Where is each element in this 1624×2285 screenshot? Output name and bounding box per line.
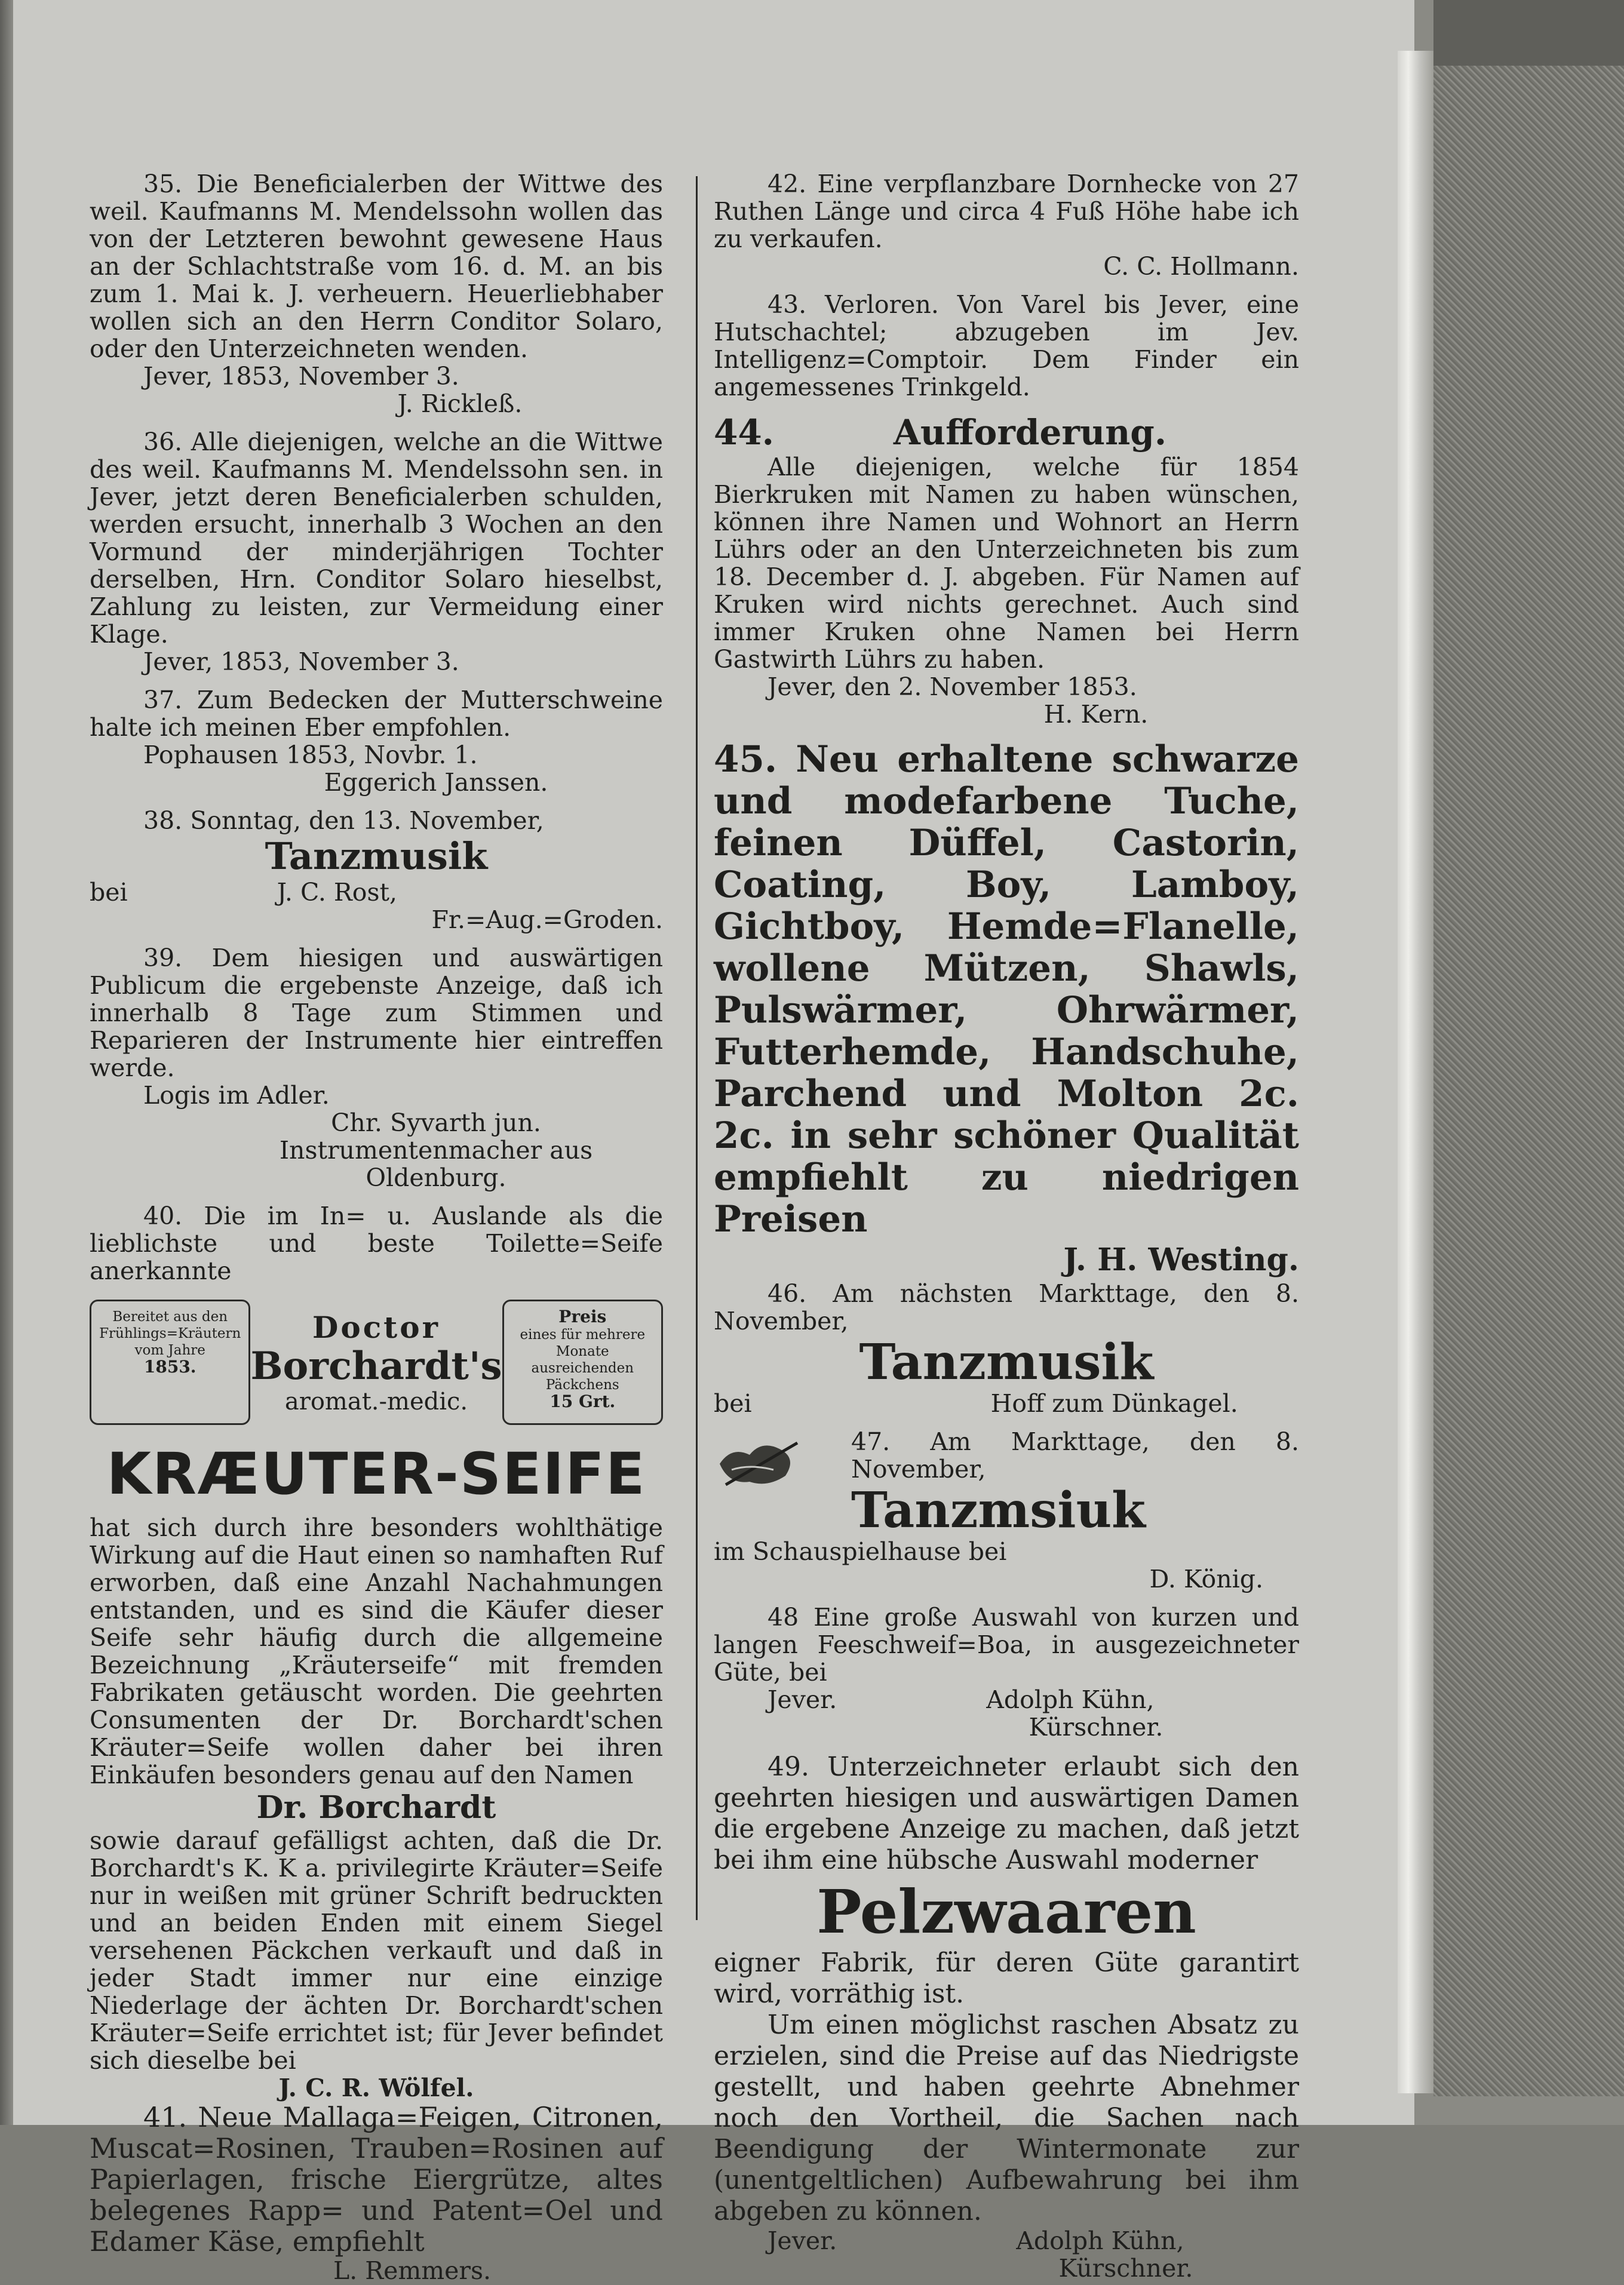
- ad-38-place: Fr.=Aug.=Groden.: [431, 905, 663, 934]
- ad-44-heading: Aufforderung.: [893, 412, 1167, 453]
- ad-49-heading: Pelzwaaren: [816, 1876, 1196, 1947]
- violin-icon: [714, 1428, 803, 1494]
- ad-38-name: J. C. Rost,: [277, 878, 398, 907]
- ad-49-sign-line: [714, 2227, 1299, 2255]
- ad-38-bei-line: [90, 879, 663, 906]
- box-right-price: 15 Grt.: [549, 1392, 616, 1411]
- column-rule: [696, 176, 698, 1920]
- box-left-line-1: Bereitet aus den: [112, 1309, 228, 1325]
- ad-39-logis: Logis im Adler.: [143, 1081, 330, 1110]
- ad-49-text-3: Um einen möglichst raschen Absatz zu erzielen, sind die Preise auf das Niedrigste gestellt, und haben geehrte Abnehmer noch den Vortheil, die Sachen nach Beendigung der Wintermonate zur (unentgeltlichen) Aufbewahrung bei ihm abgeben zu können.: [714, 2010, 1299, 2226]
- ad-40-body-1: hat sich durch ihre besonders wohlthätige Wirkung auf die Haut einen so namhaften Ruf erworben, daß eine Anzahl Nachahmungen entstanden, und es sind die Käufer dieser Seife sehr häufig durch die allgemeine Bezeichnung „Kräuterseife“ mit fremden Fabrikaten getäuscht worden. Die geehrten Consumenten der Dr. Borchardt'schen Kräuter=Seife wollen daher bei ihren Einkäufen besonders genau auf den Namen: [90, 1513, 663, 1789]
- ad-42-signature: C. C. Hollmann.: [1103, 252, 1299, 281]
- ad-40-name-heading: Dr. Borchardt: [256, 1789, 496, 1826]
- ad-46-bei: bei: [714, 1389, 752, 1418]
- ad-36-dateline: Jever, 1853, November 3.: [143, 647, 459, 676]
- ad-44-text: Alle diejenigen, welche für 1854 Bierkruken mit Namen zu haben wünschen, können ihre Namen und Wohnort an Herrn Lührs oder an den Unterzeichneten bis zum 18. December d. J. abgeben. Für Namen auf Kruken wird nichts gerechnet. Auch sind immer Kruken ohne Namen bei Herrn Gastwirth Lührs zu haben.: [714, 453, 1299, 674]
- ad-49-trade: Kürschner.: [1058, 2254, 1193, 2283]
- soap-brand: [250, 1310, 502, 1415]
- ad-39-signature: Chr. Syvarth jun.: [331, 1108, 541, 1137]
- ad-47-name: D. König.: [1149, 1565, 1263, 1593]
- box-left-year: 1853.: [143, 1357, 197, 1377]
- ad-36-text: 36. Alle diejenigen, welche an die Wittwe des weil. Kaufmanns M. Mendelssohn sen. in Jever, jetzt deren Beneficialerben schulden, werden ersucht, innerhalb 3 Wochen an den Vormund der minderjährigen Tochter derselben, Hrn. Conditor Solaro hieselbst, Zahlung zu leisten, zur Vermeidung einer Klage.: [90, 428, 663, 649]
- ad-38-heading: Tanzmusik: [265, 834, 488, 878]
- soap-advert-banner: [90, 1291, 663, 1434]
- ad-40-body-2: sowie darauf gefälligst achten, daß die Dr. Borchardt's K. K a. privilegirte Kräuter=Seife nur in weißen mit grüner Schrift bedruckten und an beiden Enden mit einem Siegel versehenen Päckchen verkauft und daß in jeder Stadt immer nur eine einzige Niederlage der ächten Dr. Borchardt'schen Kräuter=Seife errichtet ist; für Jever befindet sich dieselbe bei: [90, 1826, 663, 2075]
- ad-48-sign-line: [714, 1686, 1299, 1713]
- page-edges: [1398, 51, 1433, 2093]
- ad-48-signature: Adolph Kühn,: [986, 1685, 1155, 1714]
- brand-doctor: Doctor: [312, 1309, 440, 1345]
- ad-49-text-2: eigner Fabrik, für deren Güte garantirt wird, vorräthig ist.: [714, 1948, 1299, 2009]
- ad-43-text: 43. Verloren. Von Varel bis Jever, eine Hutschachtel; abzugeben im Jev. Intelligenz=Comptoir. Dem Finder ein angemessenes Trinkgeld.: [714, 290, 1299, 401]
- right-column: [714, 170, 1299, 2282]
- ad-47-block: [714, 1428, 1299, 1538]
- brand-aromat: aromat.-medic.: [284, 1387, 468, 1415]
- box-right-line-4: Päckchens: [545, 1377, 619, 1393]
- ad-46-name: Hoff zum Dünkagel.: [990, 1389, 1238, 1418]
- ad-45-text: 45. Neu erhaltene schwarze und modefarbene Tuche, feinen Düffel, Castorin, Coating, Boy, Lamboy, Gichtboy, Hemde=Flanelle, wollene Mützen, Shawls, Pulswärmer, Ohrwärmer, Futterhemde, Handschuhe, Parchend und Molton 2c. 2c. in sehr schöner Qualität empfiehlt zu niedrigen Preisen: [714, 738, 1299, 1240]
- box-left-line-2: Frühlings=Kräutern: [99, 1326, 241, 1341]
- soap-box-right: [502, 1300, 663, 1425]
- ad-44-dateline: Jever, den 2. November 1853.: [768, 672, 1137, 701]
- book-cover: [1433, 66, 1624, 2096]
- ad-39-trade: Instrumentenmacher aus Oldenburg.: [279, 1136, 593, 1192]
- ad-48-trade: Kürschner.: [1029, 1713, 1163, 1742]
- ad-42-text: 42. Eine verpflanzbare Dornhecke von 27 Ruthen Länge und circa 4 Fuß Höhe habe ich zu verkaufen.: [714, 170, 1299, 253]
- ad-41-text: 41. Neue Mallaga=Feigen, Citronen, Muscat=Rosinen, Trauben=Rosinen auf Papierlagen, frische Eiergrütze, altes belegenes Rapp= und Patent=Oel und Edamer Käse, empfiehlt: [90, 2101, 663, 2258]
- ad-49-place: Jever.: [768, 2226, 837, 2255]
- ad-46-heading: Tanzmusik: [859, 1334, 1154, 1391]
- ad-48-place: Jever.: [768, 1685, 837, 1714]
- box-left-line-3: vom Jahre: [134, 1343, 205, 1358]
- kraeuter-seife-heading: KRÆUTER-SEIFE: [106, 1441, 646, 1507]
- ad-38-line: 38. Sonntag, den 13. November,: [143, 806, 544, 835]
- ad-49-text: 49. Unterzeichneter erlaubt sich den geehrten hiesigen und auswärtigen Damen die ergebene Anzeige zu machen, daß jetzt bei ihm eine hübsche Auswahl moderner: [714, 1752, 1299, 1875]
- left-column: [90, 170, 663, 2284]
- ad-38-bei: bei: [90, 878, 128, 907]
- ad-44-number: 44.: [714, 412, 774, 453]
- ad-47-venue: im Schauspielhause bei: [714, 1537, 1007, 1566]
- book-cover-top: [1433, 0, 1624, 69]
- ad-44-signature: H. Kern.: [1043, 700, 1149, 729]
- ad-46-line: 46. Am nächsten Markttage, den 8. November,: [714, 1279, 1299, 1335]
- soap-box-left: [90, 1300, 250, 1425]
- box-right-line-3: Monate ausreichenden: [531, 1344, 634, 1376]
- ad-41-signature: L. Remmers.: [333, 2256, 492, 2285]
- ad-37-signature: Eggerich Janssen.: [324, 768, 548, 797]
- ad-35-dateline: Jever, 1853, November 3.: [143, 362, 459, 391]
- ad-47-line: 47. Am Markttage, den 8. November,: [851, 1427, 1299, 1484]
- brand-borchardt: Borchardt's: [250, 1343, 502, 1389]
- ad-37-dateline: Pophausen 1853, Novbr. 1.: [143, 741, 478, 769]
- ad-35-signature: J. Rickleß.: [397, 389, 523, 418]
- ad-35-text: 35. Die Beneficialerben der Wittwe des weil. Kaufmanns M. Mendelssohn wollen das von der Letzteren bewohnt gewesene Haus an der Schlachtstraße vom 16. d. M. an bis zum 1. Mai k. J. verheuern. Heuerliebhaber wollen sich an den Herrn Conditor Solaro, oder den Unterzeichneten wenden.: [90, 170, 663, 363]
- ad-39-text: 39. Dem hiesigen und auswärtigen Publicum die ergebenste Anzeige, daß ich innerhalb 8 Tage zum Stimmen und Reparieren der Instrumente hier eintreffen werde.: [90, 944, 663, 1082]
- ad-44-heading-line: [714, 411, 1299, 453]
- ad-40-seller: J. C. R. Wölfel.: [278, 2074, 474, 2102]
- ad-37-text: 37. Zum Bedecken der Mutterschweine halte ich meinen Eber empfohlen.: [90, 686, 663, 742]
- box-right-line-2: eines für mehrere: [520, 1327, 646, 1343]
- ad-46-bei-line: [714, 1390, 1299, 1417]
- ad-48-text: 48 Eine große Auswahl von kurzen und langen Feeschweif=Boa, in ausgezeichneter Güte, bei: [714, 1603, 1299, 1687]
- ad-47-heading: Tanzmsiuk: [851, 1482, 1146, 1539]
- ad-49-signature: Adolph Kühn,: [1016, 2226, 1184, 2255]
- box-right-price-label: Preis: [558, 1307, 607, 1326]
- ad-45-signature: J. H. Westing.: [1063, 1242, 1299, 1278]
- ad-40-text: 40. Die im In= u. Auslande als die lieblichste und beste Toilette=Seife anerkannte: [90, 1202, 663, 1285]
